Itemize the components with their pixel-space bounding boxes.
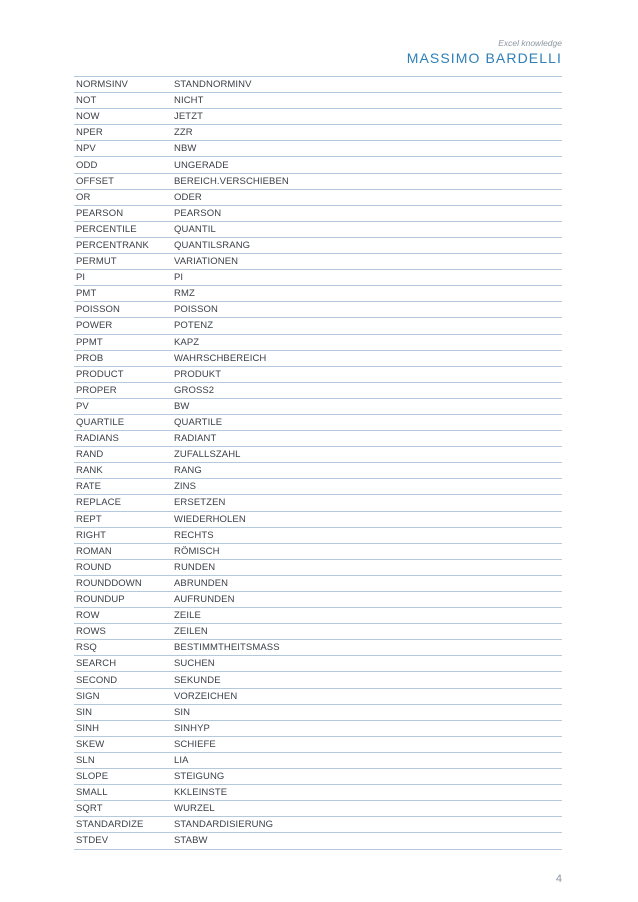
german-function-name: ZEILEN: [174, 626, 208, 638]
german-function-name: RECHTS: [174, 529, 214, 541]
english-function-name: PPMT: [76, 336, 103, 348]
english-function-name: PERMUT: [76, 256, 117, 268]
table-row: [74, 753, 562, 769]
english-function-name: STANDARDIZE: [76, 819, 144, 831]
table-row: [74, 737, 562, 753]
english-function-name: SKEW: [76, 738, 105, 750]
english-function-name: SINH: [76, 722, 100, 734]
english-function-name: POWER: [76, 320, 113, 332]
table-row: [74, 656, 562, 672]
german-function-name: PI: [174, 272, 184, 284]
table-row: [74, 302, 562, 318]
english-function-name: RADIANS: [76, 433, 119, 445]
german-function-name: KKLEINSTE: [174, 787, 228, 799]
german-function-name: RUNDEN: [174, 561, 216, 573]
german-function-name: BESTIMMTHEITSMASS: [174, 642, 280, 654]
page-number: 4: [555, 873, 562, 885]
english-function-name: RANK: [76, 465, 103, 477]
table-row: [74, 640, 562, 656]
english-function-name: SLN: [76, 754, 95, 766]
english-function-name: REPLACE: [76, 497, 122, 509]
english-function-name: SEARCH: [76, 658, 117, 670]
table-row: [74, 431, 562, 447]
table-row: [74, 93, 562, 109]
german-function-name: RADIANT: [174, 433, 217, 445]
english-function-name: RIGHT: [76, 529, 107, 541]
table-row: [74, 351, 562, 367]
german-function-name: BW: [174, 400, 190, 412]
page-header: [407, 38, 562, 67]
table-row: [74, 592, 562, 608]
german-function-name: PEARSON: [174, 207, 222, 219]
english-function-name: PMT: [76, 288, 97, 300]
table-row: [74, 624, 562, 640]
english-function-name: ODD: [76, 159, 98, 171]
german-function-name: QUANTILSRANG: [174, 239, 251, 251]
english-function-name: PI: [76, 272, 86, 284]
table-row: [74, 479, 562, 495]
function-translation-table: [74, 76, 562, 850]
english-function-name: SLOPE: [76, 771, 109, 783]
german-function-name: AUFRUNDEN: [174, 594, 235, 606]
english-function-name: RAND: [76, 449, 104, 461]
table-row: [74, 576, 562, 592]
table-row: [74, 721, 562, 737]
table-row: [74, 608, 562, 624]
english-function-name: REPT: [76, 513, 102, 525]
german-function-name: LIA: [174, 754, 189, 766]
german-function-name: RANG: [174, 465, 202, 477]
german-function-name: SIN: [174, 706, 191, 718]
table-row: [74, 125, 562, 141]
german-function-name: WAHRSCHBEREICH: [174, 352, 267, 364]
english-function-name: SQRT: [76, 803, 103, 815]
english-function-name: PV: [76, 400, 89, 412]
english-function-name: NPER: [76, 127, 103, 139]
table-row: [74, 157, 562, 173]
german-function-name: STANDNORMINV: [174, 79, 252, 91]
english-function-name: SMALL: [76, 787, 108, 799]
german-function-name: ZZR: [174, 127, 193, 139]
german-function-name: ZEILE: [174, 610, 201, 622]
english-function-name: ROUNDUP: [76, 594, 125, 606]
german-function-name: STABW: [174, 835, 208, 847]
german-function-name: UNGERADE: [174, 159, 229, 171]
header-title: MASSIMO BARDELLI: [406, 50, 562, 66]
german-function-name: GROSS2: [174, 384, 215, 396]
table-row: [74, 238, 562, 254]
table-row: [74, 544, 562, 560]
german-function-name: QUANTIL: [174, 223, 216, 235]
german-function-name: ODER: [174, 191, 202, 203]
german-function-name: ZUFALLSZAHL: [174, 449, 241, 461]
table-row: [74, 769, 562, 785]
german-function-name: POISSON: [174, 304, 218, 316]
table-row: [74, 817, 562, 833]
english-function-name: OR: [76, 191, 91, 203]
table-row: [74, 383, 562, 399]
table-row: [74, 672, 562, 688]
english-function-name: SIGN: [76, 690, 100, 702]
table-row: [74, 528, 562, 544]
table-row: [74, 109, 562, 125]
german-function-name: VARIATIONEN: [174, 256, 239, 268]
table-row: [74, 222, 562, 238]
table-row: [74, 705, 562, 721]
table-row: [74, 335, 562, 351]
table-row: [74, 801, 562, 817]
german-function-name: RMZ: [174, 288, 195, 300]
english-function-name: QUARTILE: [76, 417, 125, 429]
table-row: [74, 174, 562, 190]
english-function-name: PROB: [76, 352, 104, 364]
english-function-name: ROUND: [76, 561, 112, 573]
german-function-name: WURZEL: [174, 803, 215, 815]
german-function-name: VORZEICHEN: [174, 690, 238, 702]
english-function-name: RATE: [76, 481, 102, 493]
german-function-name: BEREICH.VERSCHIEBEN: [174, 175, 289, 187]
english-function-name: PERCENTRANK: [76, 239, 149, 251]
english-function-name: OFFSET: [76, 175, 115, 187]
table-row: [74, 254, 562, 270]
english-function-name: NOT: [76, 95, 97, 107]
german-function-name: WIEDERHOLEN: [174, 513, 246, 525]
english-function-name: SIN: [76, 706, 93, 718]
table-row: [74, 399, 562, 415]
table-row: [74, 415, 562, 431]
table-row: [74, 190, 562, 206]
german-function-name: STANDARDISIERUNG: [174, 819, 274, 831]
german-function-name: NBW: [174, 143, 197, 155]
table-row: [74, 367, 562, 383]
german-function-name: QUARTILE: [174, 417, 223, 429]
table-row: [74, 447, 562, 463]
english-function-name: NPV: [76, 143, 96, 155]
english-function-name: ROW: [76, 610, 100, 622]
german-function-name: SEKUNDE: [174, 674, 221, 686]
english-function-name: ROMAN: [76, 545, 112, 557]
table-row: [74, 512, 562, 528]
table-row: [74, 270, 562, 286]
english-function-name: ROUNDDOWN: [76, 577, 142, 589]
german-function-name: RÖMISCH: [174, 545, 220, 557]
english-function-name: PERCENTILE: [76, 223, 137, 235]
german-function-name: ABRUNDEN: [174, 577, 229, 589]
table-row: [74, 77, 562, 93]
table-row: [74, 785, 562, 801]
english-function-name: STDEV: [76, 835, 109, 847]
english-function-name: PRODUCT: [76, 368, 124, 380]
english-function-name: SECOND: [76, 674, 118, 686]
german-function-name: POTENZ: [174, 320, 214, 332]
table-row: [74, 833, 562, 849]
english-function-name: POISSON: [76, 304, 120, 316]
table-row: [74, 206, 562, 222]
table-row: [74, 141, 562, 157]
english-function-name: RSQ: [76, 642, 97, 654]
header-subtitle: Excel knowledge: [498, 38, 562, 48]
table-row: [74, 560, 562, 576]
german-function-name: ZINS: [174, 481, 197, 493]
german-function-name: JETZT: [174, 111, 203, 123]
german-function-name: SCHIEFE: [174, 738, 216, 750]
german-function-name: NICHT: [174, 95, 204, 107]
german-function-name: ERSETZEN: [174, 497, 226, 509]
table-row: [74, 286, 562, 302]
german-function-name: KAPZ: [174, 336, 200, 348]
german-function-name: SUCHEN: [174, 658, 215, 670]
english-function-name: NOW: [76, 111, 100, 123]
table-row: [74, 689, 562, 705]
english-function-name: ROWS: [76, 626, 106, 638]
german-function-name: PRODUKT: [174, 368, 222, 380]
table-row: [74, 318, 562, 334]
english-function-name: PROPER: [76, 384, 117, 396]
table-row: [74, 463, 562, 479]
german-function-name: SINHYP: [174, 722, 210, 734]
english-function-name: PEARSON: [76, 207, 124, 219]
table-row: [74, 495, 562, 511]
german-function-name: STEIGUNG: [174, 771, 225, 783]
english-function-name: NORMSINV: [76, 79, 128, 91]
